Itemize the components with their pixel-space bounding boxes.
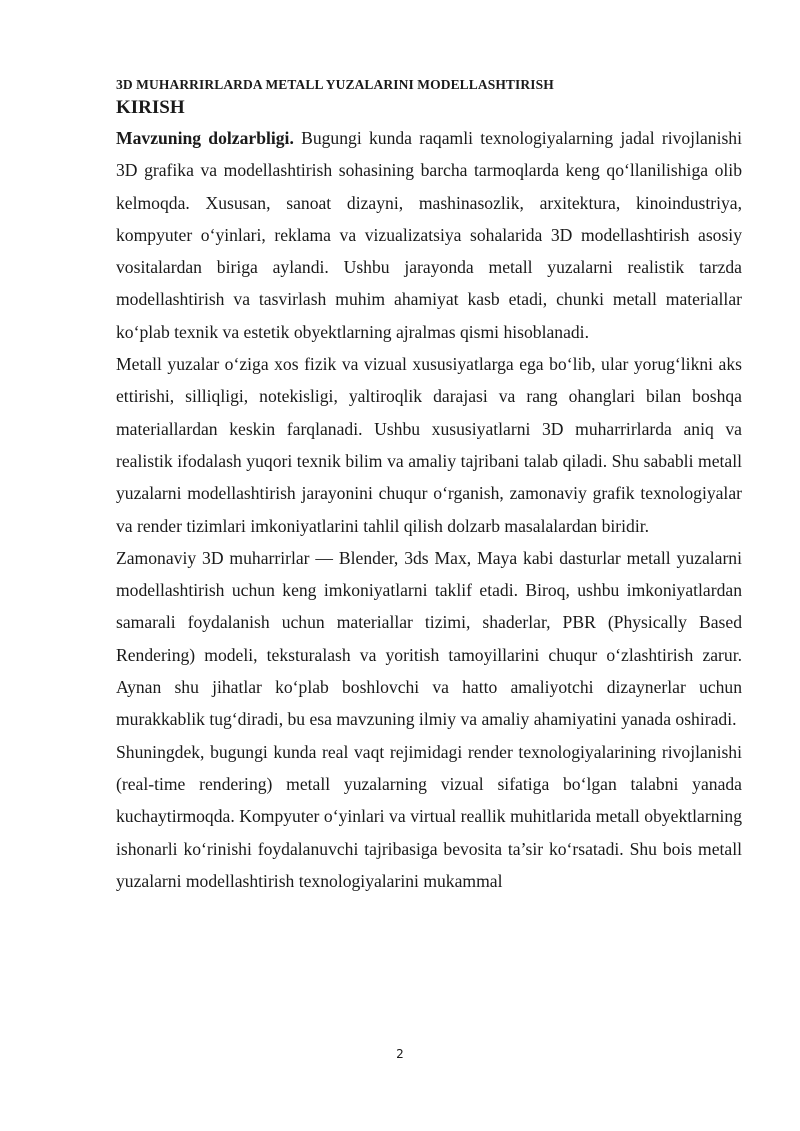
document-page xyxy=(116,74,742,897)
paragraph-metal-properties: Metall yuzalar o‘ziga xos fizik va vizual xususiyatlarga ega bo‘lib, ular yorug‘likni aks ettirishi, silliqligi, notekisligi, yaltiroqlik darajasi va rang ohanglari bilan boshqa materiallardan keskin farqlanadi. Ushbu xususiyatlarni 3D muharrirlarda aniq va realistik ifodalash yuqori texnik bilim va amaliy tajribani talab qiladi. Shu sababli metall yuzalarni modellashtirish jarayonini chuqur o‘rganish, zamonaviy grafik texnologiyalar va render tizimlari imkoniyatlarini tahlil qilish dolzarb masalalardan biridir. xyxy=(116,354,742,536)
paragraph-relevance xyxy=(116,122,742,348)
document-title: 3D MUHARRIRLARDA METALL YUZALARINI MODELLASHTIRISH xyxy=(116,77,554,92)
paragraph-lead: Mavzuning dolzarbligi. xyxy=(116,128,294,148)
paragraph-text: Bugungi kunda raqamli texnologiyalarning jadal rivojlanishi 3D grafika va modellashtirish sohasining barcha tarmoqlarda keng qo‘llanilishiga olib kelmoqda. Xususan, sanoat dizayni, mashinasozlik, arxitektura, kinoindustriya, kompyuter o‘yinlari, reklama va vizualizatsiya sohalarida 3D modellashtirish asosiy vositalardan biriga aylandi. Ushbu jarayonda metall yuzalarni realistik tarzda modellashtirish va tasvirlash muhim ahamiyat kasb etadi, chunki metall materiallar ko‘plab texnik va estetik obyektlarning ajralmas qismi hisoblanadi. xyxy=(116,128,742,342)
paragraph-3d-editors: Zamonaviy 3D muharrirlar — Blender, 3ds Max, Maya kabi dasturlar metall yuzalarni modellashtirish uchun keng imkoniyatlarni taklif etadi. Biroq, ushbu imkoniyatlardan samarali foydalanish uchun materiallar tizimi, shaderlar, PBR (Physically Based Rendering) modeli, teksturalash va yoritish tamoyillarini chuqur o‘zlashtirish zarur. Aynan shu jihatlar ko‘plab boshlovchi va hatto amaliyotchi dizaynerlar uchun murakkablik tug‘diradi, bu esa mavzuning ilmiy va amaliy ahamiyatini yanada oshiradi. xyxy=(116,547,742,730)
section-heading: KIRISH xyxy=(116,97,185,118)
paragraph-real-time-rendering: Shuningdek, bugungi kunda real vaqt rejimidagi render texnologiyalarining rivojlanishi (real-time rendering) metall yuzalarning vizual sifatiga bo‘lgan talabni yanada kuchaytirmoqda. Kompyuter o‘yinlari va virtual reallik muhitlarida metall obyektlarning ishonarli ko‘rinishi foydalanuvchi tajribasiga bevosita ta’sir ko‘rsatadi. Shu bois metall yuzalarni modellashtirish texnologiyalarini mukammal xyxy=(116,741,742,891)
page-number: 2 xyxy=(396,1047,404,1061)
